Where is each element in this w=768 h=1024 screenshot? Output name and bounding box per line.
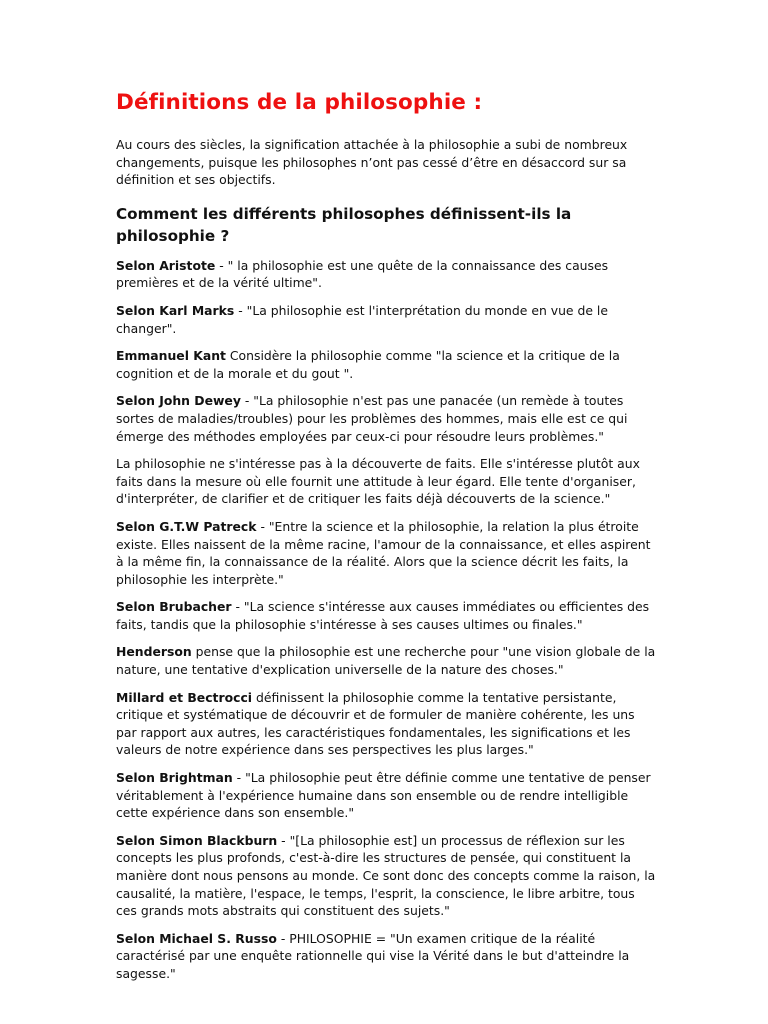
document-title: Définitions de la philosophie : — [116, 90, 483, 115]
definition-paragraph — [116, 598, 656, 633]
definition-paragraph — [116, 347, 656, 382]
definition-paragraph — [116, 392, 656, 445]
definition-paragraph — [116, 257, 656, 292]
definition-text: - "La science s'intéresse aux causes immédiates ou efficientes des faits, tandis que la philosophie s'intéresse à ses causes ultimes ou finales." — [116, 599, 650, 632]
definition-text: - PHILOSOPHIE = "Un examen critique de la réalité caractérisé par une enquête rationnelle qui vise la Vérité dans le but d'atteindre la sagesse." — [116, 930, 630, 981]
definition-text: - "La philosophie est l'interprétation du monde en vue de le changer". — [116, 302, 608, 336]
definition-paragraph — [116, 930, 656, 983]
philosopher-name: Selon Aristote — [116, 257, 216, 273]
definition-text: définissent la philosophie comme la tentative persistante, critique et systématique de découvrir et de formuler de manière cohérente, les uns par rapport aux autres, les caractéristiques fondamentales, les significations et les valeurs de notre expérience dans ses perspectives les plus larges." — [116, 689, 635, 758]
definition-text: - "Entre la science et la philosophie, la relation la plus étroite existe. Elles naissent de la même racine, l'amour de la connaissance, et elles aspirent à la même fin, la connaissance de la réalité. Alors que la science décrit les faits, la philosophie les interprète." — [116, 518, 651, 587]
philosopher-name: Selon Michael S. Russo — [116, 930, 277, 946]
definition-text: - " la philosophie est une quête de la connaissance des causes premières et de la vérité ultime". — [116, 257, 609, 291]
definition-text: - "[La philosophie est] un processus de réflexion sur les concepts les plus profonds, c'est-à-dire les structures de pensée, qui constituent la manière dont nous pensons au monde. Ce sont donc des concepts comme la raison, la causalité, la matière, l'espace, le temps, l'esprit, la conscience, le libre arbitre, tous ces grands mots abstraits qui constituent des sujets." — [116, 832, 656, 919]
definition-paragraph — [116, 302, 656, 337]
document-page — [116, 88, 656, 993]
definition-paragraph — [116, 643, 656, 678]
definition-text: - "La philosophie peut être définie comme une tentative de penser véritablement à l'expérience humaine dans son ensemble ou de rendre intelligible cette expérience dans son ensemble." — [116, 770, 651, 821]
intro-paragraph: Au cours des siècles, la signification attachée à la philosophie a subi de nombreux changements, puisque les philosophes n’ont pas cessé d’être en désaccord sur sa définition et ses objectifs. — [116, 137, 628, 188]
philosopher-name: Selon Karl Marks — [116, 302, 235, 318]
definition-paragraph — [116, 518, 656, 588]
philosopher-name: Selon Simon Blackburn — [116, 832, 278, 848]
definition-text: pense que la philosophie est une recherche pour "une vision globale de la nature, une tentative d'explication universelle de la nature des choses." — [116, 644, 656, 678]
definition-text: Considère la philosophie comme "la science et la critique de la cognition et de la morale et du gout ". — [116, 348, 620, 381]
definition-paragraph — [116, 689, 656, 759]
definition-paragraph — [116, 455, 656, 508]
section-question: Comment les différents philosophes définissent-ils la philosophie ? — [116, 204, 572, 245]
philosopher-name: Selon Brightman — [116, 770, 233, 786]
philosopher-name: Selon G.T.W Patreck — [116, 518, 257, 534]
philosopher-name: Selon Brubacher — [116, 599, 232, 615]
philosopher-name: Selon John Dewey — [116, 393, 241, 409]
definition-paragraph — [116, 769, 656, 822]
definition-paragraph — [116, 832, 656, 920]
philosopher-name: Emmanuel Kant — [116, 348, 226, 364]
philosopher-name: Millard et Bectrocci — [116, 689, 253, 705]
philosopher-name: Henderson — [116, 644, 192, 660]
definition-text: - "La philosophie n'est pas une panacée (un remède à toutes sortes de maladies/troubles) pour les problèmes des hommes, mais elle est ce qui émerge des méthodes employées par ceux-ci pour résoudre leurs problèmes." — [116, 393, 628, 444]
definition-text: La philosophie ne s'intéresse pas à la découverte de faits. Elle s'intéresse plutôt aux faits dans la mesure où elle fournit une attitude à leur égard. Elle tente d'organiser, d'interpréter, de clarifier et de critiquer les faits déjà découverts de la science." — [116, 456, 640, 507]
